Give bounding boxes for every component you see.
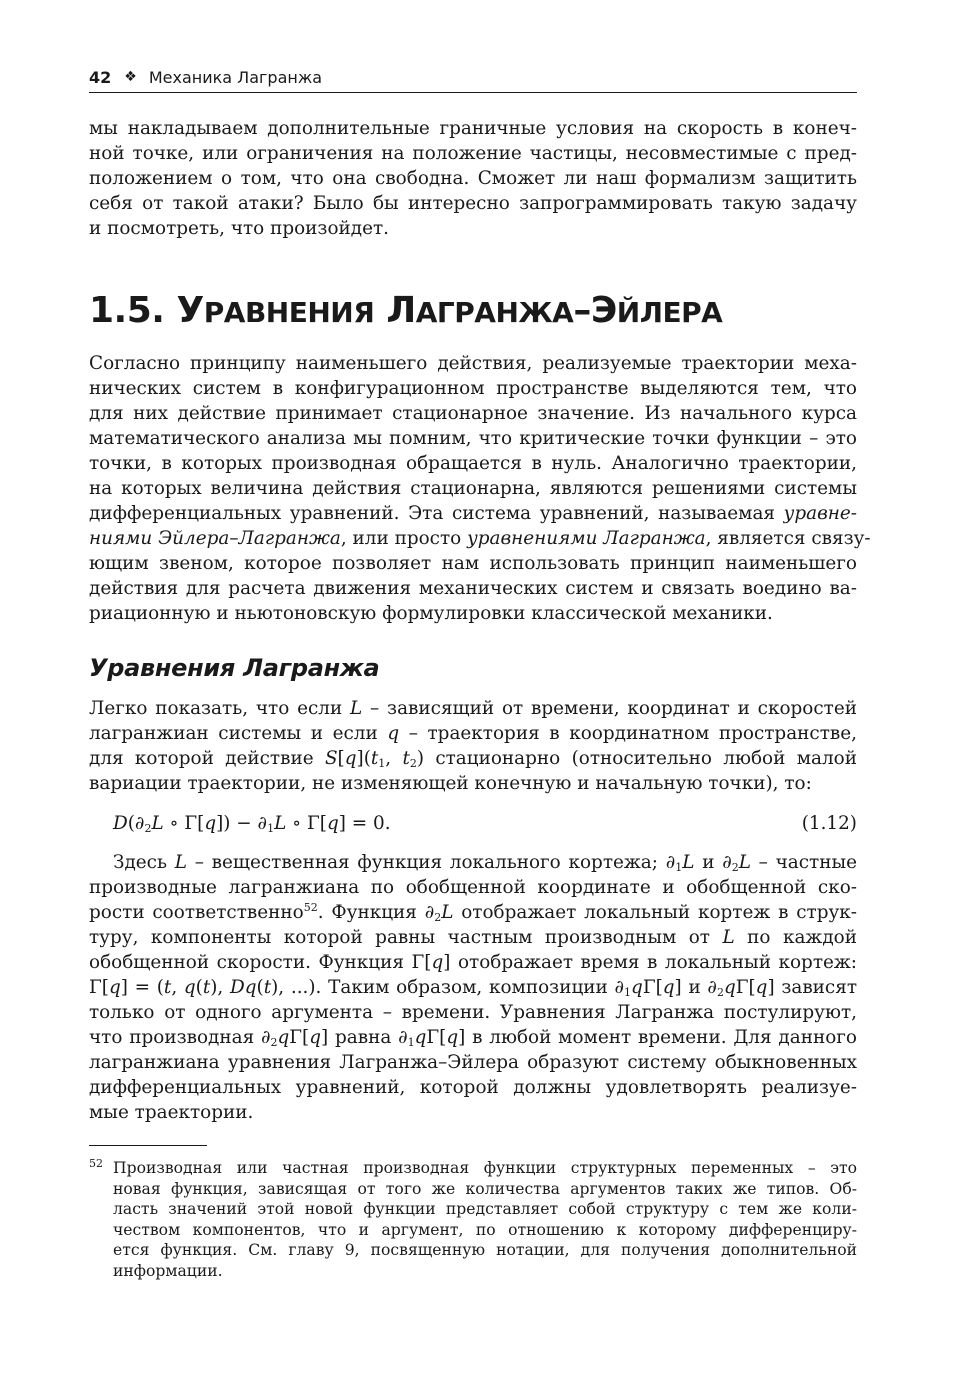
math-var: q xyxy=(309,1027,321,1048)
heading-dash: – xyxy=(573,290,591,331)
footnote-line: ется функция. См. главу 9, посвященную нотации, для получения дополнительной xyxy=(113,1241,857,1260)
footnote-line: чеством компонентов, что и аргумент, по отношению к которому дифференциру- xyxy=(113,1220,857,1239)
text-line: мые траектории. xyxy=(89,1102,254,1123)
text-line xyxy=(89,721,857,746)
math-var: q xyxy=(108,977,121,998)
math-var: L xyxy=(738,852,751,873)
equation-1-12 xyxy=(89,800,857,848)
text-run: – зависящий от времени, координат и скоростей xyxy=(362,698,857,719)
text-run: Γ[ xyxy=(89,977,109,998)
text-line: мы накладываем дополнительные граничные условия на скорость в конеч- xyxy=(89,118,857,139)
text-run: отображает локальный кортеж в струк- xyxy=(453,902,857,923)
math-var: L xyxy=(682,852,695,873)
math-op: ]) − ∂ xyxy=(216,813,268,834)
math-var: S xyxy=(324,748,338,769)
text-run: ( xyxy=(256,977,264,998)
explanation-paragraph xyxy=(89,850,857,1125)
section-heading xyxy=(89,283,857,339)
math-op: (∂ xyxy=(127,813,145,834)
page-number: 42 xyxy=(89,67,112,87)
text-run: ] в любой момент времени. Для данного xyxy=(458,1027,857,1048)
subscript: 2 xyxy=(409,757,417,770)
text-line: только от одного аргумента – времени. Уравнения Лагранжа постулируют, xyxy=(89,1002,857,1023)
running-header xyxy=(89,62,857,93)
text-line xyxy=(89,900,857,925)
text-line: на которых величина действия стационарна, являются решениями системы xyxy=(89,478,857,499)
text-line: дифференциальных уравнений, которой должны удовлетворять реализуе- xyxy=(89,1077,857,1098)
text-run: , является связу- xyxy=(705,528,871,549)
heading-word: ЙЛЕРА xyxy=(616,296,723,329)
text-run: Γ[ xyxy=(735,977,756,998)
text-line: действия для расчета движения механических систем и связать воедино ва- xyxy=(89,578,857,599)
text-line: себя от такой атаки? Было бы интересно запрограммировать такую задачу xyxy=(89,193,857,214)
math-var: q xyxy=(723,977,736,998)
math-var: q xyxy=(344,748,357,769)
page xyxy=(89,62,871,1282)
math-var: t xyxy=(402,748,410,769)
text-run: что производная ∂ xyxy=(89,1027,271,1048)
math-var: q xyxy=(755,977,768,998)
math-var: q xyxy=(183,977,196,998)
text-line xyxy=(89,526,871,551)
text-run: и ∂ xyxy=(694,852,732,873)
footnote-mark: 52 xyxy=(89,1157,103,1170)
text-run: ] и ∂ xyxy=(674,977,717,998)
text-run: лагранжиан системы и если xyxy=(89,723,388,744)
text-line xyxy=(89,501,857,526)
text-run: , xyxy=(171,977,184,998)
math-var: q xyxy=(277,1027,290,1048)
text-run: ]( xyxy=(356,748,371,769)
footnote-line: ласть значений этой новой функции представляет собой структуру с тем же коли- xyxy=(113,1200,857,1219)
footnote-divider xyxy=(89,1145,207,1146)
text-line: Согласно принципу наименьшего действия, реализуемые траектории меха- xyxy=(89,353,857,374)
math-var: t xyxy=(202,977,211,998)
math-var: t xyxy=(370,748,379,769)
italic-term: ниями Эйлера–Лагранжа xyxy=(89,528,341,549)
text-run: ] отображает время в локальный кортеж: xyxy=(443,952,857,973)
math-var: L xyxy=(441,902,454,923)
footnote xyxy=(89,1158,857,1282)
subscript: 2 xyxy=(144,822,152,835)
section-number: 1.5. xyxy=(89,290,165,331)
text-run: Γ[ xyxy=(642,977,663,998)
subscript: 2 xyxy=(270,1036,278,1049)
text-run: – частные xyxy=(750,852,858,873)
subscript: 2 xyxy=(731,861,739,874)
subscript: 1 xyxy=(624,986,632,999)
text-line: и посмотреть, что произойдет. xyxy=(89,218,390,239)
footnote-line: информации. xyxy=(113,1261,223,1280)
italic-term: уравне- xyxy=(783,503,857,524)
running-title: Механика Лагранжа xyxy=(148,67,323,87)
text-run: обобщенной скорости. Функция Γ[ xyxy=(89,952,432,973)
text-line: лагранжиана уравнения Лагранжа–Эйлера образуют систему обыкновенных xyxy=(89,1052,857,1073)
heading-letter: У xyxy=(176,290,204,331)
italic-term: уравнениями Лагранжа xyxy=(467,528,706,549)
text-line xyxy=(89,746,857,771)
footnote-reference[interactable]: 52 xyxy=(303,901,318,914)
subsection-paragraph xyxy=(89,696,857,796)
math-op: ∘ Γ[ xyxy=(163,813,205,834)
text-run: ] равна ∂ xyxy=(321,1027,408,1048)
math-var: q xyxy=(387,723,400,744)
text-run: ] зависят xyxy=(767,977,858,998)
text-line xyxy=(89,925,857,950)
math-var: L xyxy=(722,927,735,948)
subscript: 2 xyxy=(434,911,442,924)
math-var: q xyxy=(414,1027,427,1048)
text-line: производные лагранжиана по обобщенной координате и обобщенной ско- xyxy=(89,877,857,898)
ornament-icon: ❖ xyxy=(124,69,137,85)
math-var: q xyxy=(446,1027,459,1048)
text-line xyxy=(89,696,857,721)
text-run: ), xyxy=(210,977,230,998)
text-run: Здесь xyxy=(113,852,175,873)
text-line xyxy=(89,975,857,1000)
subscript: 1 xyxy=(267,822,275,835)
text-line: математического анализа мы помним, что критические точки функции – это xyxy=(89,428,857,449)
text-run: , xyxy=(385,748,403,769)
math-var: Dq xyxy=(230,977,257,998)
subscript: 1 xyxy=(407,1036,415,1049)
equation-body xyxy=(113,800,391,848)
text-run: Γ[ xyxy=(289,1027,310,1048)
text-line xyxy=(89,1025,857,1050)
math-var: q xyxy=(631,977,643,998)
text-run: , или просто xyxy=(340,528,468,549)
math-var: q xyxy=(326,813,339,834)
text-run: Легко показать, что если xyxy=(89,698,351,719)
intro-paragraph xyxy=(89,116,857,241)
math-var: L xyxy=(151,813,164,834)
subscript: 1 xyxy=(378,757,386,770)
text-line: точки, в которых производная обращается в нуль. Аналогично траектории, xyxy=(89,453,857,474)
text-line: ющим звеном, которое позволяет нам использовать принцип наименьшего xyxy=(89,553,857,574)
math-var: D xyxy=(113,813,128,834)
heading-letter: Л xyxy=(386,290,416,331)
text-line xyxy=(89,950,857,975)
text-run: ) стационарно (относительно любой малой xyxy=(416,748,857,769)
equation-number: (1.12) xyxy=(801,813,857,834)
footnote-text xyxy=(113,1158,857,1282)
text-run: ( xyxy=(195,977,203,998)
text-run: . Функция ∂ xyxy=(317,902,435,923)
heading-word: РАВНЕНИЯ xyxy=(203,296,375,329)
math-var: q xyxy=(662,977,675,998)
math-op: ] = 0. xyxy=(338,813,391,834)
text-line: для них действие принимает стационарное значение. Из начального курса xyxy=(89,403,857,424)
math-var: t xyxy=(263,977,272,998)
subscript: 1 xyxy=(675,861,683,874)
footnote-line: Производная или частная производная функции структурных переменных – это xyxy=(113,1159,857,1177)
subsection-heading: Уравнения Лагранжа xyxy=(89,654,380,682)
math-var: q xyxy=(204,813,217,834)
section-paragraph xyxy=(89,351,871,626)
math-var: q xyxy=(431,952,444,973)
text-line: положением о том, что она свободна. Сможет ли наш формализм защитить xyxy=(89,168,857,189)
text-line: нических систем в конфигурационном пространстве выделяются тем, что xyxy=(89,378,857,399)
math-op: ∘ Γ[ xyxy=(286,813,327,834)
text-run: дифференциальных уравнений. Эта система уравнений, называемая xyxy=(89,503,784,524)
footnote-line: новая функция, зависящая от того же количества аргументов таких же типов. Об- xyxy=(113,1179,857,1198)
text-run: – вещественная функция локального кортежа; ∂ xyxy=(186,852,676,873)
text-run: для которой действие xyxy=(89,748,325,769)
text-run: ] = ( xyxy=(120,977,164,998)
text-run: по каждой xyxy=(734,927,857,948)
text-run: Γ[ xyxy=(426,1027,447,1048)
text-line: вариации траектории, не изменяющей конечную и начальную точки), то: xyxy=(89,773,812,794)
text-run: – траектория в координатном пространстве, xyxy=(399,723,857,744)
text-run: рости соответственно xyxy=(89,902,304,923)
heading-word: АГРАНЖА xyxy=(415,296,574,329)
math-var: L xyxy=(274,813,287,834)
heading-letter: Э xyxy=(590,290,617,331)
text-line: риационную и ньютоновскую формулировки классической механики. xyxy=(89,603,773,624)
text-line xyxy=(89,850,857,875)
text-run: туру, компоненты которой равны частным производным от xyxy=(89,927,723,948)
math-var: L xyxy=(350,698,363,719)
text-run: ), ...). Таким образом, композиции ∂ xyxy=(271,977,625,998)
text-line: ной точке, или ограничения на положение частицы, несовместимые с пред- xyxy=(89,143,857,164)
text-run: [ xyxy=(337,748,345,769)
math-var: t xyxy=(163,977,172,998)
math-var: L xyxy=(174,852,187,873)
subscript: 2 xyxy=(716,986,724,999)
